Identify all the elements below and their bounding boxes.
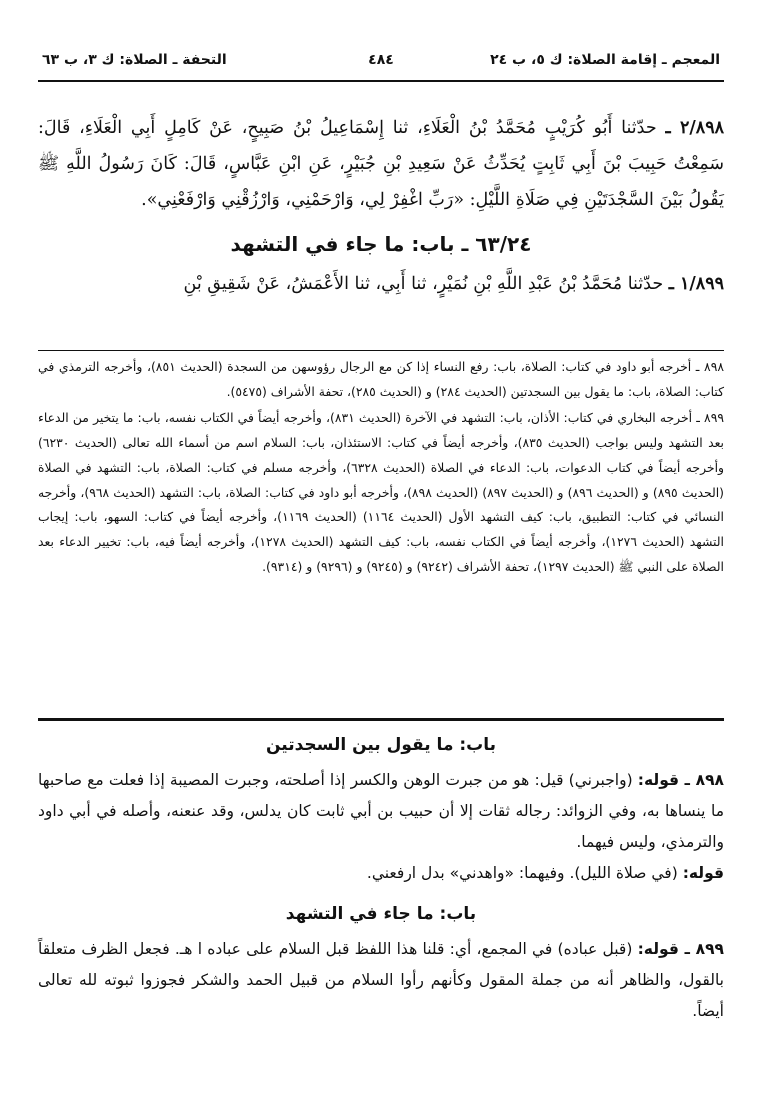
footnote-rule xyxy=(38,350,724,351)
commentary-898b xyxy=(38,858,724,889)
hadith-text xyxy=(38,110,724,302)
hadith-899-number: ١/٨٩٩ ـ xyxy=(668,274,724,294)
note-898: ٨٩٨ ـ أخرجه أبو داود في كتاب: الصلاة، باب: رفع النساء إذا كن مع الرجال رؤوسهن من السجدة (الحديث ٨٥١)، وأخرجه الترمذي في كتاب: الصلاة، باب: ما يقول بين السجدتين (الحديث ٢٨٤) و (الحديث ٢٨٥)، تحفة الأشراف (٥٤٧٥). xyxy=(38,359,725,399)
commentary-899-body: (قبل عباده) في المجمع، أي: قلنا هذا اللفظ قبل السلام على عباده ا هـ. فجعل الظرف متعلقاً بالقول، والظاهر أنه من جملة المقول وكأنهم رأوا السلام من قبيل الحمد والشكر فجوزوا ثبوته لله تعالى أيضاً. xyxy=(38,940,724,1020)
commentary xyxy=(38,730,724,1027)
book-page xyxy=(38,0,724,1101)
hadith-899 xyxy=(38,266,724,302)
commentary-899 xyxy=(38,934,724,1027)
commentary-898-lead: ٨٩٨ ـ قوله: xyxy=(637,771,724,789)
header-right-reference: المعجم ـ إقامة الصلاة: ك ٥، ب ٢٤ xyxy=(490,52,720,68)
commentary-898b-body: (في صلاة الليل). وفيهما: «واهدني» بدل ارفعني. xyxy=(366,864,678,882)
header-left-reference: التحفة ـ الصلاة: ك ٣، ب ٦٣ xyxy=(42,52,227,68)
page-number: ٤٨٤ xyxy=(368,52,394,68)
note-899: ٨٩٩ ـ أخرجه البخاري في كتاب: الأذان، باب: التشهد في الآخرة (الحديث ٨٣١)، وأخرجه أيضاً في الكتاب نفسه، باب: ما يتخير من الدعاء بعد التشهد وليس بواجب (الحديث ٨٣٥)، وأخرجه أيضاً في كتاب: الاستئذان، باب: السلام اسم من أسماء الله تعالى (الحديث ٦٢٣٠) وأخرجه أيضاً في كتاب الدعوات، باب: الدعاء في الصلاة (الحديث ٦٣٢٨)، وأخرجه مسلم في كتاب: الصلاة، باب: التشهد في الصلاة (الحديث ٨٩٥) و (الحديث ٨٩٦) و (الحديث ٨٩٧) (الحديث ٨٩٨)، وأخرجه أبو داود في كتاب: الصلاة، باب: التشهد (الحديث ٩٦٨)، وأخرجه النسائي في كتاب: التطبيق، باب: كيف التشهد الأول (الحديث ١١٦٤) (الحديث ١١٦٩)، وأخرجه أيضاً في كتاب: السهو، باب: إيجاب التشهد (الحديث ١٢٧٦)، وأخرجه أيضاً في الكتاب نفسه، باب: كيف التشهد (الحديث ١٢٧٨)، وأخرجه أيضاً فيه، باب: تخيير الدعاء بعد الصلاة على النبي ﷺ (الحديث ١٢٩٧)، تحفة الأشراف (٩٢٤٢) و (٩٢٤٥) و (٩٢٩٦) و (٩٣١٤). xyxy=(38,410,725,574)
commentary-898b-lead: قوله: xyxy=(682,864,724,882)
hadith-898 xyxy=(38,110,724,218)
commentary-898-body: (واجبرني) قيل: هو من جبرت الوهن والكسر إذا أصلحته، وجبرت المصيبة إذا فعلت مع صاحبها ما ينساها به، وفي الزوائد: رجاله ثقات إلا أن حبيب بن أبي ثابت كان يدلس، وقد عنعنه، وأصله في أبي داود والترمذي، وليس فيهما. xyxy=(38,771,724,851)
commentary-heading-1: باب: ما يقول بين السجدتين xyxy=(265,735,497,755)
hadith-898-number: ٢/٨٩٨ ـ xyxy=(665,118,724,138)
commentary-899-lead: ٨٩٩ ـ قوله: xyxy=(637,940,724,958)
running-header xyxy=(38,52,724,74)
chapter-title: ٦٣/٢٤ ـ باب: ما جاء في التشهد xyxy=(230,232,532,256)
hadith-898-body: حدّثنا أَبُو كُرَيْبٍ مُحَمَّدُ بْنُ الْعَلَاءِ، ثنا إِسْمَاعِيلُ بْنُ صَبِيحٍ، عَنْ كَامِلٍ أَبِي الْعَلَاءِ، قَالَ: سَمِعْتُ حَبِيبَ بْنَ أَبِي ثَابِتٍ يُحَدِّثُ عَنْ سَعِيدِ بْنِ جُبَيْرٍ، عَنِ ابْنِ عَبَّاسٍ، قَالَ: كَانَ رَسُولُ اللَّهِ ﷺ يَقُولُ بَيْنَ السَّجْدَتَيْنِ فِي صَلَاةِ اللَّيْلِ: «رَبِّ اغْفِرْ لِي، وَارْحَمْنِي، وَارْزُقْنِي وَارْفَعْنِي». xyxy=(38,118,724,210)
hadith-899-body: حدّثنا مُحَمَّدُ بْنُ عَبْدِ اللَّهِ بْنِ نُمَيْرٍ، ثنا أَبِي، ثنا الأَعْمَشُ، عَنْ شَقِيقِ بْنِ xyxy=(183,274,664,294)
takhrij-notes xyxy=(38,355,724,581)
commentary-898 xyxy=(38,765,724,858)
commentary-rule xyxy=(38,718,724,721)
commentary-heading-2: باب: ما جاء في التشهد xyxy=(285,904,477,924)
header-rule xyxy=(38,80,724,82)
